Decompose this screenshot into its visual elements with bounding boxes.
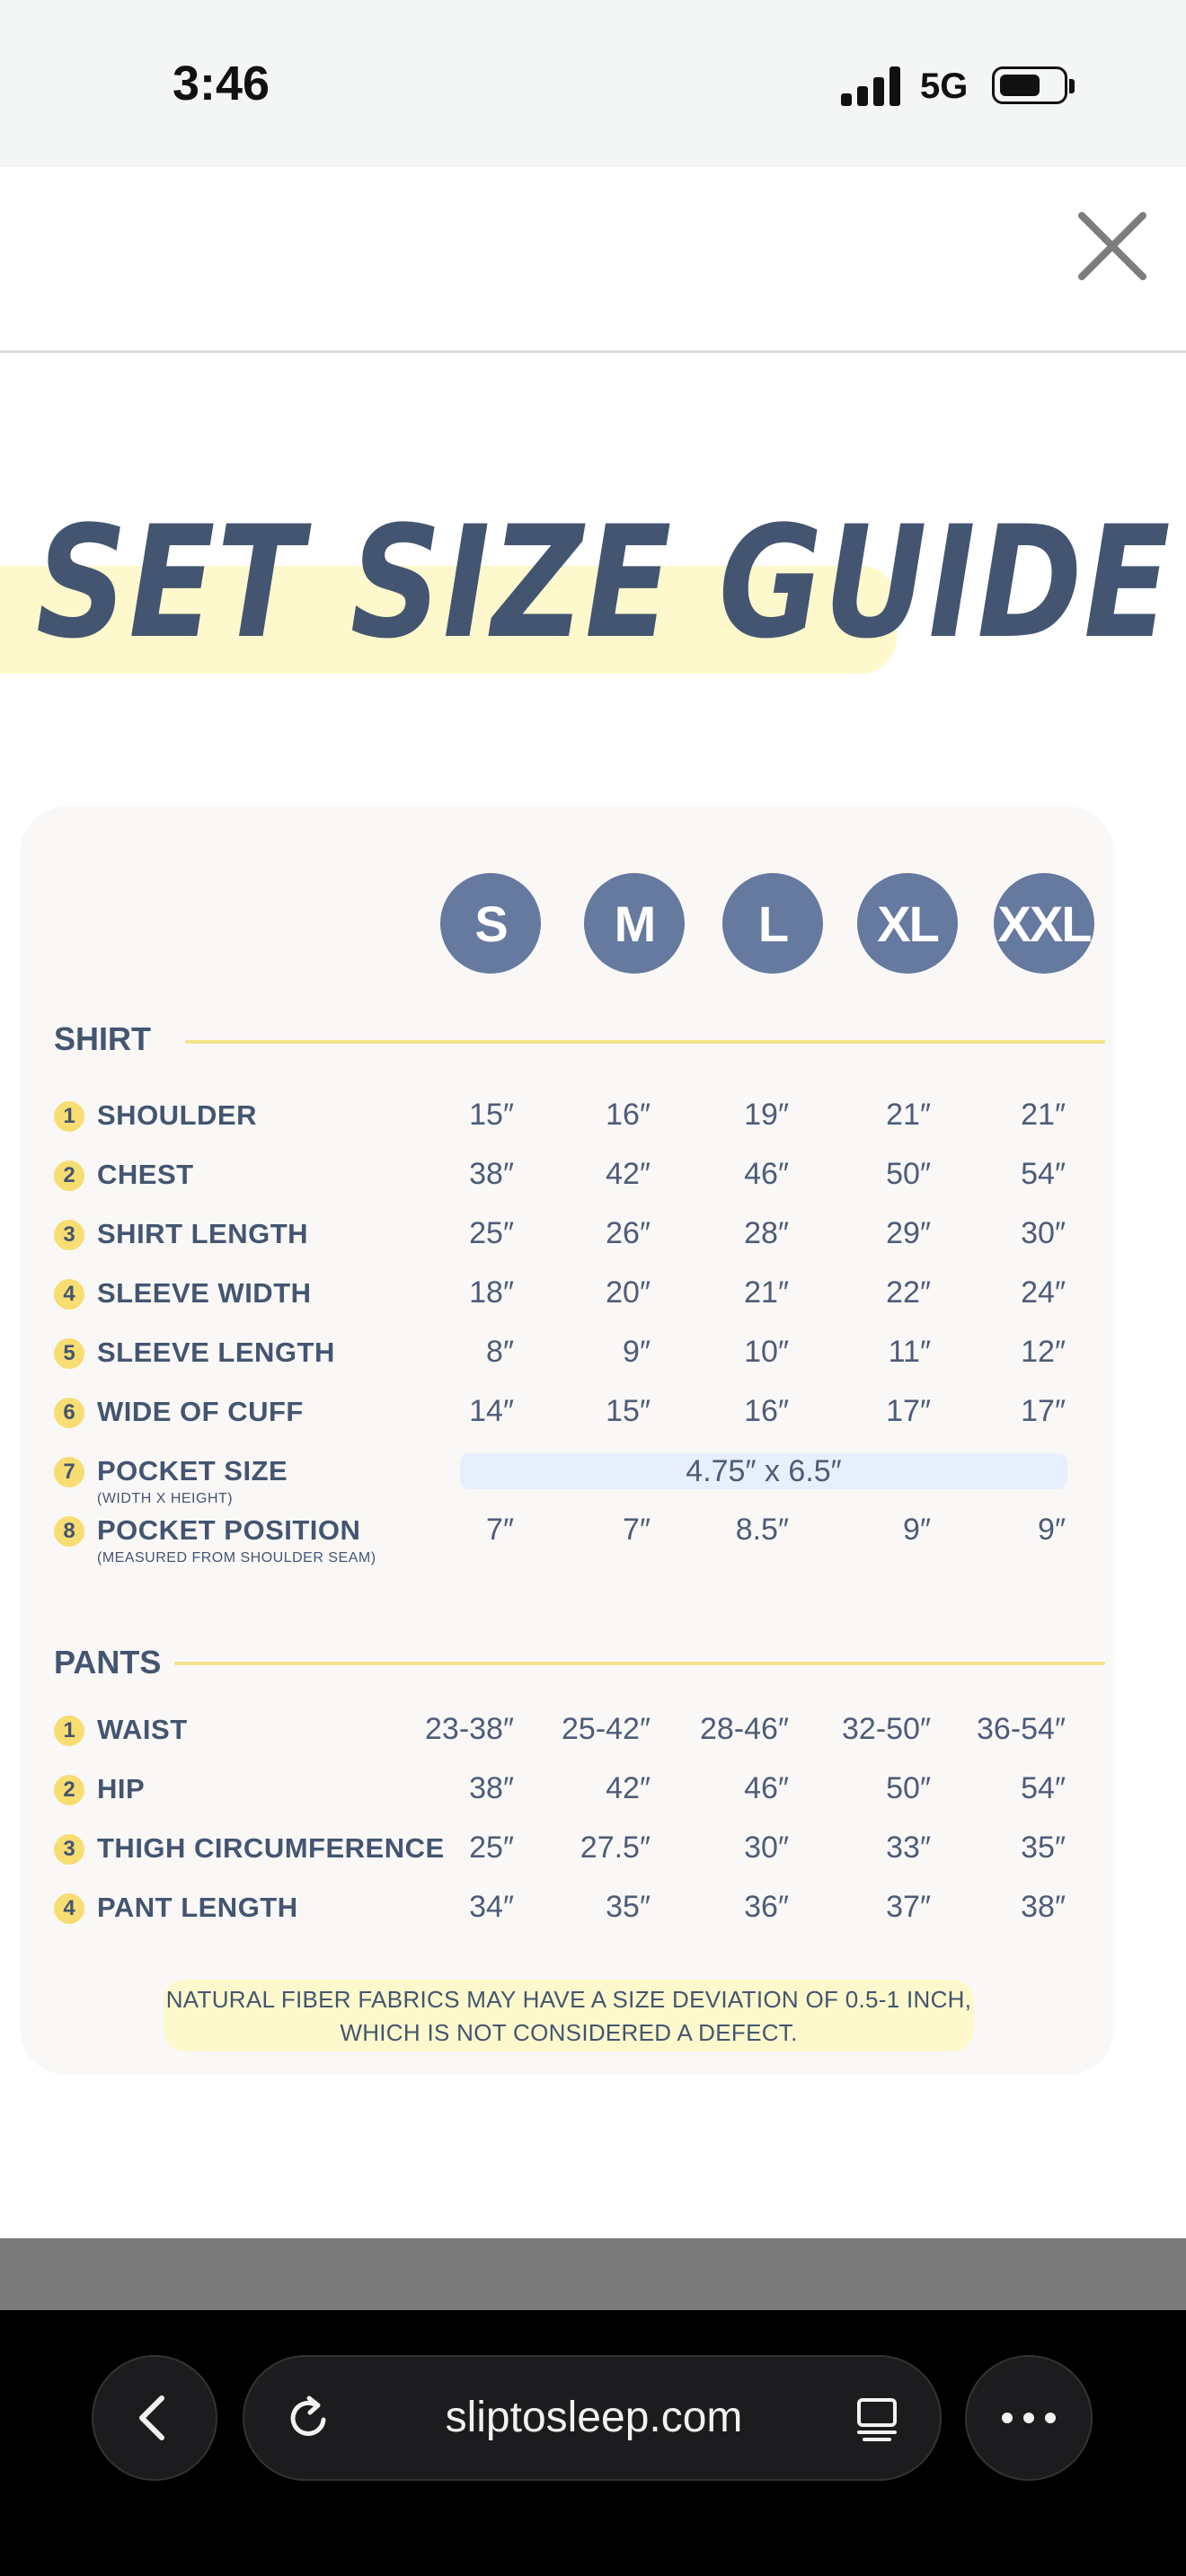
- measurement-value: 25″: [469, 1831, 514, 1865]
- measurement-value: 15″: [606, 1394, 651, 1428]
- fabric-note: [164, 1983, 974, 2050]
- measurement-value: 25-42″: [562, 1712, 651, 1746]
- measurement-value: 30″: [744, 1831, 789, 1865]
- measurement-value: 17″: [1021, 1394, 1066, 1428]
- measurement-value: 36-54″: [977, 1712, 1066, 1746]
- measurement-value: 50″: [886, 1771, 931, 1805]
- measurement-value: 33″: [886, 1831, 931, 1865]
- size-guide-card: [20, 807, 1114, 2075]
- measurement-value: 11″: [888, 1335, 931, 1369]
- measurement-value: 42″: [606, 1771, 651, 1805]
- measurement-value: 7″: [486, 1513, 514, 1547]
- measurement-value: 16″: [606, 1098, 651, 1132]
- more-icon: [1002, 2413, 1013, 2423]
- measurement-value: 29″: [886, 1216, 931, 1250]
- tabs-icon[interactable]: [852, 2393, 902, 2443]
- measurement-label: PANT LENGTH: [97, 1892, 298, 1923]
- measurement-label: SLEEVE LENGTH: [97, 1337, 335, 1368]
- fabric-note-line-2: WHICH IS NOT CONSIDERED A DEFECT.: [340, 2019, 798, 2046]
- measurement-value: 46″: [744, 1771, 789, 1805]
- measurement-value: 21″: [886, 1098, 931, 1132]
- measurement-value: 22″: [886, 1275, 931, 1310]
- battery-icon: [992, 66, 1067, 104]
- measurement-value: 28-46″: [700, 1712, 789, 1746]
- measurement-value: 38″: [469, 1771, 514, 1805]
- pocket-size-value: 4.75″ x 6.5″: [686, 1454, 842, 1488]
- measurement-label: HIP: [97, 1773, 146, 1804]
- measurement-value: 30″: [1021, 1216, 1066, 1250]
- measurement-value: 12″: [1021, 1335, 1066, 1369]
- url-text: sliptosleep.com: [445, 2394, 743, 2441]
- size-xxl-badge: XXL: [994, 873, 1094, 974]
- measurement-value: 26″: [606, 1216, 651, 1250]
- size-m-badge: M: [584, 873, 685, 974]
- measurement-value: 25″: [469, 1216, 514, 1250]
- measurement-label: WAIST: [97, 1714, 188, 1745]
- measurement-value: 37″: [886, 1890, 931, 1924]
- row-number-badge: 8: [54, 1516, 84, 1547]
- row-number-badge: 4: [54, 1893, 84, 1924]
- row-number-badge: 4: [54, 1279, 84, 1310]
- row-number-badge: 1: [54, 1101, 84, 1132]
- pants-section-divider: [174, 1662, 1105, 1665]
- measurement-value: 28″: [744, 1216, 789, 1250]
- row-number-badge: 7: [54, 1457, 84, 1487]
- measurement-value: 36″: [744, 1890, 789, 1924]
- row-number-badge: 1: [54, 1716, 84, 1746]
- pocket-position-label: POCKET POSITION: [97, 1514, 361, 1546]
- measurement-value: 17″: [886, 1394, 931, 1428]
- pocket-size-sublabel: (WIDTH X HEIGHT): [97, 1491, 234, 1506]
- close-button[interactable]: [1069, 203, 1155, 289]
- measurement-value: 54″: [1021, 1771, 1066, 1805]
- measurement-value: 38″: [469, 1157, 514, 1191]
- modal-header: [0, 167, 1186, 353]
- page-title: SET SIZE GUIDE: [36, 492, 1173, 673]
- address-bar[interactable]: [243, 2355, 942, 2481]
- measurement-label: SHOULDER: [97, 1099, 257, 1131]
- back-button[interactable]: [92, 2355, 217, 2481]
- measurement-value: 8.5″: [735, 1513, 789, 1547]
- measurement-value: 18″: [469, 1275, 514, 1310]
- shirt-section-divider: [185, 1040, 1105, 1044]
- measurement-value: 35″: [1021, 1831, 1066, 1865]
- measurement-value: 9″: [623, 1335, 651, 1369]
- close-icon: [1069, 203, 1155, 289]
- measurement-label: WIDE OF CUFF: [97, 1396, 304, 1427]
- page-footer-bar: [0, 2238, 1186, 2310]
- measurement-value: 35″: [606, 1890, 651, 1924]
- measurement-label: SLEEVE WIDTH: [97, 1277, 312, 1309]
- row-number-badge: 2: [54, 1775, 84, 1805]
- measurement-value: 42″: [606, 1157, 651, 1191]
- row-number-badge: 5: [54, 1338, 84, 1369]
- measurement-value: 23-38″: [425, 1712, 514, 1746]
- measurement-label: THIGH CIRCUMFERENCE: [97, 1832, 445, 1864]
- measurement-label: SHIRT LENGTH: [97, 1218, 309, 1249]
- size-s-badge: S: [440, 873, 541, 974]
- measurement-value: 54″: [1021, 1157, 1066, 1191]
- measurement-value: 32-50″: [842, 1712, 931, 1746]
- measurement-value: 46″: [744, 1157, 789, 1191]
- network-label: 5G: [920, 66, 969, 106]
- shirt-section-label: SHIRT: [54, 1020, 151, 1057]
- status-bar: [0, 0, 1186, 167]
- measurement-value: 50″: [886, 1157, 931, 1191]
- measurement-value: 19″: [744, 1098, 789, 1132]
- pants-section-label: PANTS: [54, 1644, 162, 1681]
- size-xl-badge: XL: [857, 873, 958, 974]
- measurement-value: 16″: [744, 1394, 789, 1428]
- measurement-value: 14″: [469, 1394, 514, 1428]
- measurement-value: 10″: [744, 1335, 789, 1369]
- measurement-value: 34″: [469, 1890, 514, 1924]
- measurement-value: 20″: [606, 1275, 651, 1310]
- pocket-size-label: POCKET SIZE: [97, 1455, 288, 1486]
- measurement-value: 9″: [1038, 1513, 1066, 1547]
- measurement-value: 21″: [1021, 1098, 1066, 1132]
- fabric-note-line-1: NATURAL FIBER FABRICS MAY HAVE A SIZE DEVIATION OF 0.5-1 INCH,: [165, 1986, 972, 2013]
- status-time: 3:46: [173, 57, 270, 110]
- measurement-value: 24″: [1021, 1275, 1066, 1310]
- row-number-badge: 3: [54, 1834, 84, 1865]
- row-number-badge: 3: [54, 1220, 84, 1250]
- more-button[interactable]: [965, 2355, 1093, 2481]
- size-l-badge: L: [722, 873, 823, 974]
- measurement-value: 21″: [744, 1275, 789, 1310]
- measurement-label: CHEST: [97, 1159, 194, 1190]
- pocket-position-sublabel: (MEASURED FROM SHOULDER SEAM): [97, 1550, 376, 1566]
- measurement-value: 9″: [903, 1513, 931, 1547]
- measurement-value: 15″: [469, 1098, 514, 1132]
- row-number-badge: 6: [54, 1398, 84, 1428]
- measurement-value: 27.5″: [580, 1831, 651, 1865]
- measurement-value: 7″: [623, 1513, 651, 1547]
- measurement-value: 8″: [486, 1335, 514, 1369]
- row-number-badge: 2: [54, 1160, 84, 1191]
- signal-icon: [841, 66, 902, 106]
- measurement-value: 38″: [1021, 1890, 1066, 1924]
- chevron-left-icon: [128, 2391, 181, 2445]
